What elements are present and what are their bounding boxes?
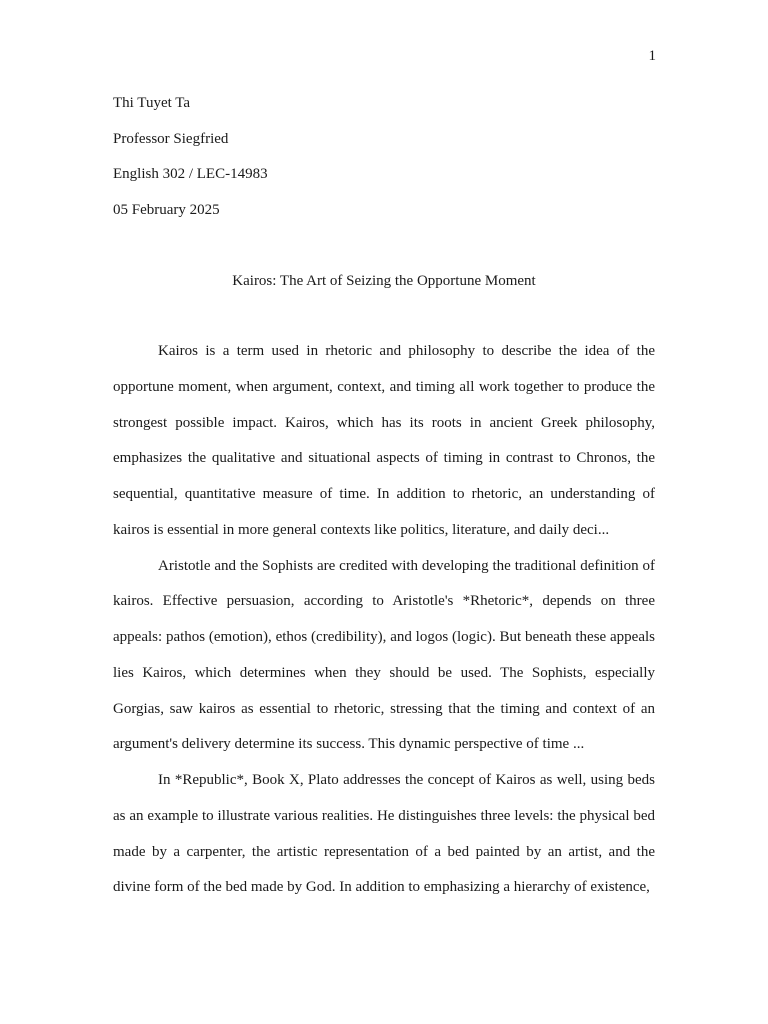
document-title: Kairos: The Art of Seizing the Opportune Moment bbox=[232, 273, 536, 289]
professor-name: Professor Siegfried bbox=[113, 131, 229, 147]
document-body bbox=[113, 334, 655, 906]
paragraph: In *Republic*, Book X, Plato addresses the concept of Kairos as well, using beds as an example to illustrate various realities. He distinguishes three levels: the physical bed made by a carpenter, the artistic representation of a bed painted by an artist, and the divine form of the bed made by God. In addition to emphasizing a hierarchy of existence, bbox=[113, 772, 655, 896]
paragraph: Kairos is a term used in rhetoric and philosophy to describe the idea of the opportune moment, when argument, context, and timing all work together to produce the strongest possible impact. Kairos, which has its roots in ancient Greek philosophy, emphasizes the qualitative and situational aspects of timing in contrast to Chronos, the sequential, quantitative measure of time. In addition to rhetoric, an understanding of kairos is essential in more general contexts like politics, literature, and daily deci... bbox=[113, 343, 655, 538]
course-info: English 302 / LEC-14983 bbox=[113, 166, 268, 182]
author-name: Thi Tuyet Ta bbox=[113, 95, 191, 111]
date: 05 February 2025 bbox=[113, 202, 220, 218]
paragraph: Aristotle and the Sophists are credited with developing the traditional definition of kairos. Effective persuasion, according to Aristotle's *Rhetoric*, depends on three appeals: pathos (emotion), ethos (credibility), and logos (logic). But beneath these appeals lies Kairos, which determines when they should be used. The Sophists, especially Gorgias, saw kairos as essential to rhetoric, stressing that the timing and context of an argument's delivery determine its success. This dynamic perspective of time ... bbox=[113, 557, 655, 753]
page-number: 1 bbox=[648, 48, 656, 64]
